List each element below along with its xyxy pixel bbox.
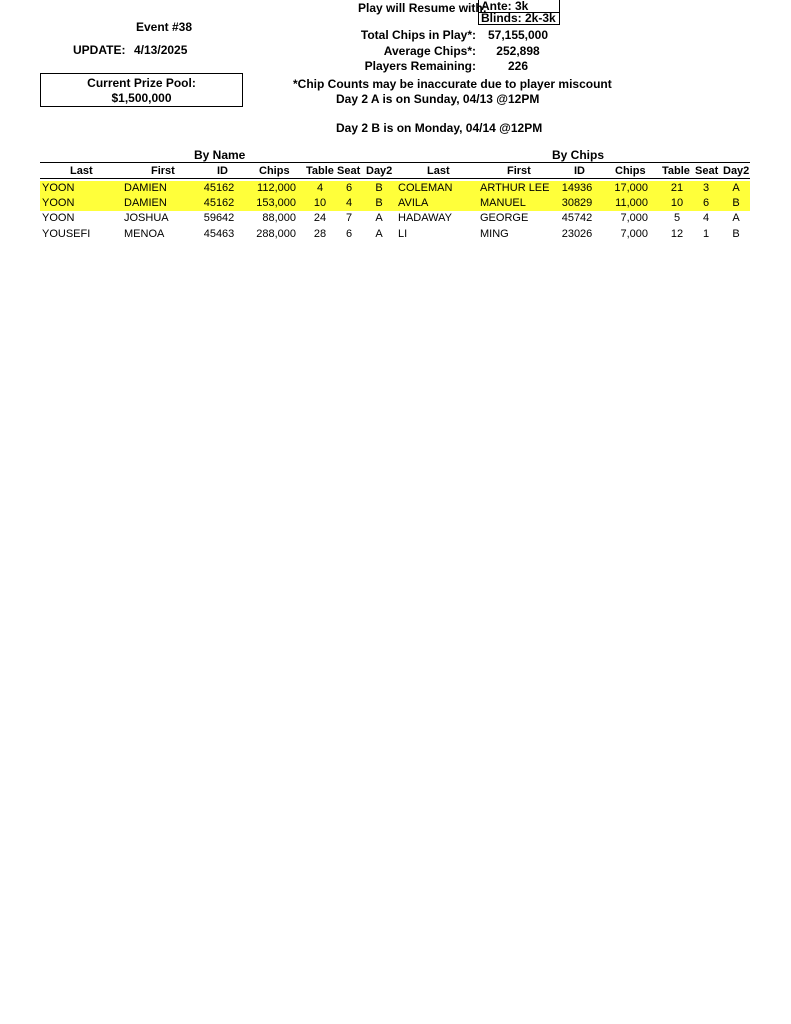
by-name-day2: B [375,182,383,194]
table-row [40,181,750,196]
by-chips-day2: A [732,182,740,194]
by-name-last: YOON [42,182,75,194]
by-name-last: YOUSEFI [42,228,91,240]
by-chips-title: By Chips [552,148,605,162]
ante-value: Ante: 3k [481,0,529,13]
by-chips-chips: 11,000 [615,197,648,209]
col-header-first-by-chips: First [507,165,531,177]
table-row [40,227,750,242]
by-chips-last: HADAWAY [398,212,452,224]
by-name-title: By Name [194,148,246,162]
blinds-value: Blinds: 2k-3k [481,11,556,25]
by-chips-first: MANUEL [480,197,526,209]
by-name-chips: 112,000 [257,182,296,194]
average-chips-value: 252,898 [496,44,540,58]
event-title: Event #38 [136,20,193,34]
day2b-note: Day 2 B is on Monday, 04/14 @12PM [336,121,543,135]
col-header-last: Last [70,165,93,177]
by-chips-first: GEORGE [480,212,529,224]
table-top-rule [40,162,750,163]
by-name-table: 24 [313,212,327,224]
by-name-seat: 6 [345,228,353,240]
col-header-chips: Chips [259,165,290,177]
by-chips-last: LI [398,228,408,240]
by-chips-seat: 1 [702,228,710,240]
table-row [40,211,750,226]
total-chips-value: 57,155,000 [487,28,549,42]
by-chips-first: MING [480,228,509,240]
by-chips-day2: B [732,197,740,209]
col-header-table: Table [306,165,334,177]
by-chips-id: 45742 [561,212,593,224]
by-name-day2: A [375,212,383,224]
col-header-day2-by-chips: Day2 [723,165,750,177]
by-chips-first: ARTHUR LEE [480,182,550,194]
total-chips-label: Total Chips in Play*: [360,28,476,42]
by-name-table: 28 [313,228,327,240]
resume-label: Play will Resume with: [358,1,487,15]
by-chips-id: 14936 [561,182,593,194]
col-header-chips-by-chips: Chips [615,165,646,177]
by-chips-table: 10 [670,197,684,209]
col-header-day2: Day2 [366,165,393,177]
col-header-seat: Seat [337,165,361,177]
by-name-first: DAMIEN [124,197,167,209]
col-header-id-by-chips: ID [574,165,585,177]
by-name-day2: A [375,228,383,240]
by-name-id: 45162 [203,197,235,209]
prize-pool-label: Current Prize Pool: [87,76,196,90]
table-row [40,196,750,211]
by-chips-last: COLEMAN [398,182,453,194]
col-header-first: First [151,165,175,177]
resume-box [478,0,560,25]
by-chips-seat: 4 [702,212,710,224]
players-remaining-label: Players Remaining: [364,59,476,73]
by-chips-day2: A [732,212,740,224]
table-header-rule [40,178,750,179]
by-name-first: JOSHUA [124,212,169,224]
by-chips-seat: 3 [702,182,710,194]
by-chips-id: 30829 [561,197,593,209]
by-name-chips: 153,000 [256,197,296,209]
by-chips-id: 23026 [561,228,593,240]
col-header-seat-by-chips: Seat [695,165,719,177]
by-chips-table: 21 [670,182,684,194]
by-name-id: 59642 [203,212,235,224]
by-chips-table: 5 [673,212,681,224]
by-name-first: DAMIEN [124,182,167,194]
by-chips-chips: 7,000 [620,212,648,224]
by-chips-last: AVILA [398,197,429,209]
players-remaining-value: 226 [507,59,529,73]
by-name-first: MENOA [124,228,165,240]
by-name-table: 10 [313,197,327,209]
by-chips-chips: 17,000 [614,182,648,194]
by-chips-chips: 7,000 [620,228,648,240]
update-date: 4/13/2025 [134,43,188,57]
by-name-seat: 7 [345,212,353,224]
by-name-chips: 88,000 [262,212,296,224]
by-chips-day2: B [732,228,740,240]
by-chips-seat: 6 [702,197,710,209]
day2a-note: Day 2 A is on Sunday, 04/13 @12PM [336,92,540,106]
col-header-last-by-chips: Last [427,165,450,177]
by-name-chips: 288,000 [256,228,296,240]
by-name-last: YOON [42,212,75,224]
by-name-id: 45162 [203,182,235,194]
by-name-table: 4 [316,182,324,194]
by-chips-table: 12 [670,228,684,240]
miscount-note: *Chip Counts may be inaccurate due to player miscount [293,77,612,91]
prize-pool-value: $1,500,000 [111,91,172,105]
update-label: UPDATE: [73,43,126,57]
col-header-id: ID [217,165,228,177]
by-name-last: YOON [42,197,75,209]
prize-pool-box [40,73,243,107]
by-name-day2: B [375,197,383,209]
by-name-seat: 6 [345,182,353,194]
average-chips-label: Average Chips*: [383,44,476,58]
by-name-id: 45463 [203,228,235,240]
col-header-table-by-chips: Table [662,165,690,177]
by-name-seat: 4 [345,197,353,209]
